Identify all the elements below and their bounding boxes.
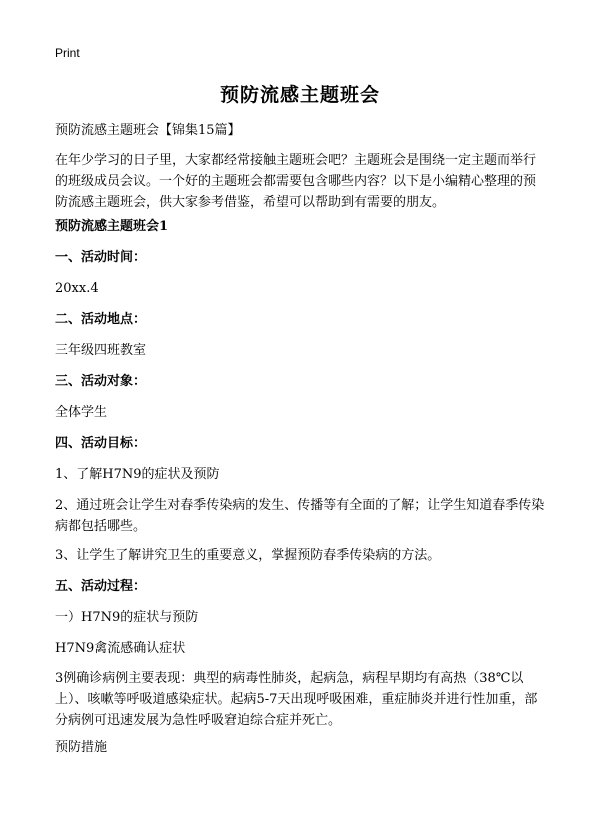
goal-item-1: 1、了解H7N9的症状及预防: [55, 467, 220, 482]
process-subheading-1: 一）H7N9的症状与预防: [55, 610, 199, 625]
symptoms-paragraph: 3例确诊病例主要表现：典型的病毒性肺炎，起病急，病程早期均有高热（38℃以上）、咳嗽等呼吸道感染症状。起病5-7天出现呼吸困难，重症肺炎并进行性加重，部分病例可迅速发展为急性呼吸窘迫综合症并死亡。: [55, 671, 538, 728]
intro-paragraph: 在年少学习的日子里，大家都经常接触主题班会吧？主题班会是围绕一定主题而举行的班级成员会议。一个好的主题班会都需要包含哪些内容？以下是小编精心整理的预防流感主题班会，供大家参考借鉴，希望可以帮助到有需要的朋友。: [55, 153, 537, 210]
prevention-heading: 预防措施: [55, 740, 108, 755]
place-value: 三年级四班教室: [55, 343, 147, 358]
time-heading: 一、活动时间：: [55, 250, 147, 265]
place-heading: 二、活动地点：: [55, 312, 147, 327]
goal-item-3: 3、让学生了解讲究卫生的重要意义，掌握预防春季传染病的方法。: [55, 548, 441, 563]
goal-item-2: 2、通过班会让学生对春季传染病的发生、传播等有全面的了解；让学生知道春季传染病都包括哪些。: [55, 498, 545, 534]
goal-heading: 四、活动目标：: [55, 436, 147, 451]
page-title: 预防流感主题班会: [219, 84, 380, 106]
process-heading: 五、活动过程：: [55, 579, 147, 594]
section-title: 预防流感主题班会1: [55, 219, 169, 234]
document-subtitle: 预防流感主题班会【锦集15篇】: [55, 123, 241, 138]
audience-value: 全体学生: [55, 405, 108, 420]
print-link[interactable]: Print: [55, 46, 80, 60]
process-subheading-2: H7N9禽流感确认症状: [55, 641, 186, 656]
time-value: 20xx.4: [55, 281, 99, 296]
audience-heading: 三、活动对象：: [55, 374, 147, 389]
